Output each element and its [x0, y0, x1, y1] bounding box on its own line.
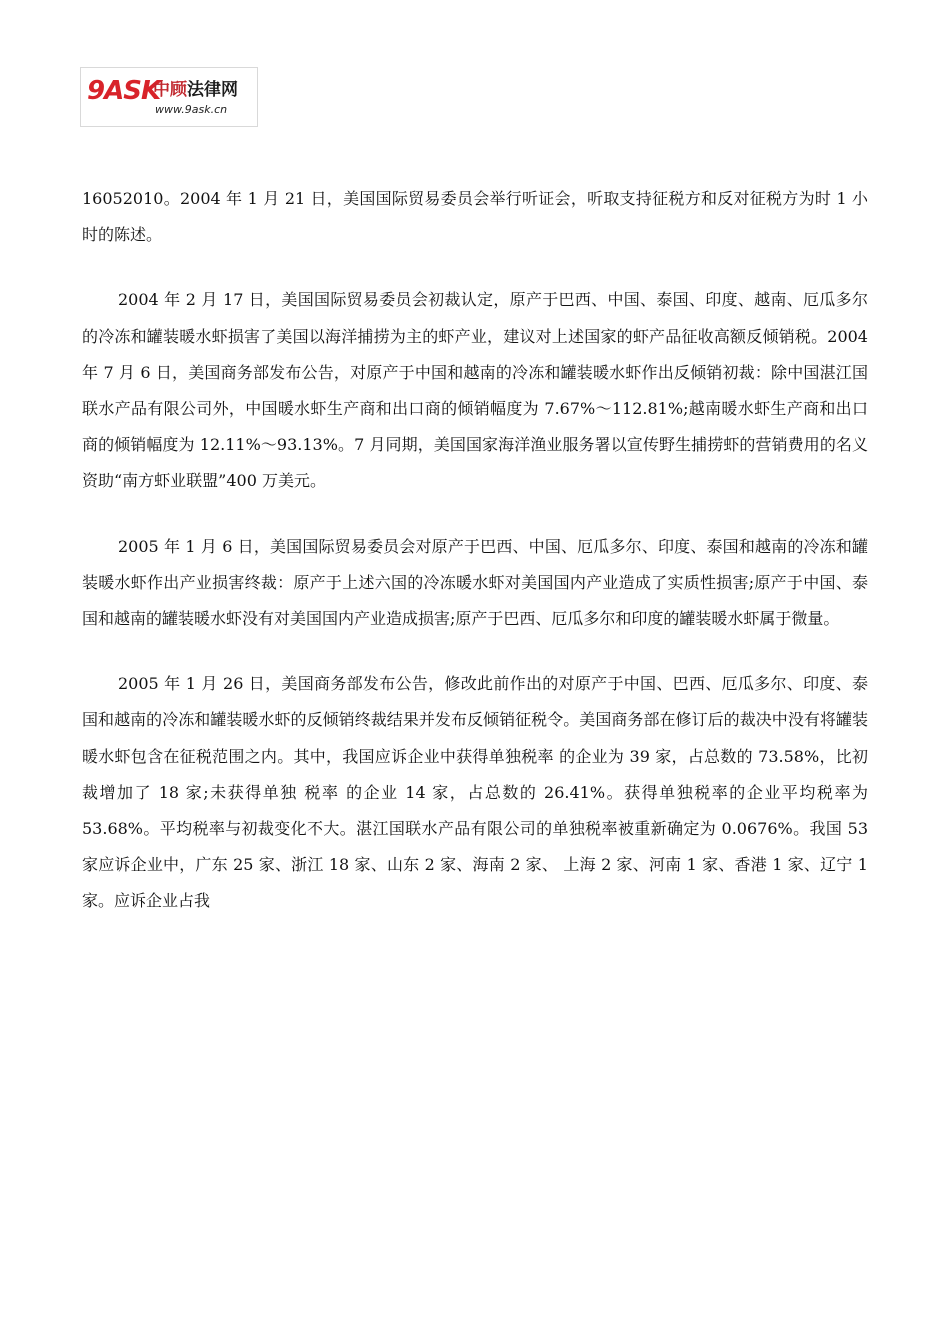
paragraph-1: 16052010。2004 年 1 月 21 日，美国国际贸易委员会举行听证会，听取支持征税方和反对征税方为时 1 小时的陈述。 [82, 189, 868, 245]
document-body [82, 181, 868, 949]
paragraph-4: 2005 年 1 月 26 日，美国商务部发布公告，修改此前作出的对原产于中国、巴西、厄瓜多尔、印度、泰国和越南的冷冻和罐装暖水虾的反倾销终裁结果并发布反倾销征税令。美国商务部在修订后的裁决中没有将罐装暖水虾包含在征税范围之内。其中，我国应诉企业中获得单独税率 的企业为 39 家，占总数的 73.58%，比初裁增加了 18 家;未获得单独 税率 的企业 14 家，占总数的 26.41%。获得单独税率的企业平均税率为 53.68%。平均税率与初裁变化不大。湛江国联水产品有限公司的单独税率被重新确定为 0.0676%。我国 53 家应诉企业中，广东 25 家、浙江 18 家、山东 2 家、海南 2 家、 上海 2 家、河南 1 家、香港 1 家、辽宁 1 家。应诉企业占我 [82, 674, 868, 911]
logo-brand [153, 80, 238, 100]
logo-brand-part2: 法律网 [187, 80, 238, 100]
logo-url: www.9ask.cn [155, 103, 228, 116]
logo-brand-part1: 中顾 [153, 80, 187, 100]
paragraph-2: 2004 年 2 月 17 日，美国国际贸易委员会初裁认定，原产于巴西、中国、泰国、印度、越南、厄瓜多尔的冷冻和罐装暖水虾损害了美国以海洋捕捞为主的虾产业，建议对上述国家的虾产品征收高额反倾销税。2004 年 7 月 6 日，美国商务部发布公告，对原产于中国和越南的冷冻和罐装暖水虾作出反倾销初裁：除中国湛江国联水产品有限公司外，中国暖水虾生产商和出口商的倾销幅度为 7.67%～112.81%;越南暖水虾生产商和出口商的倾销幅度为 12.11%～93.13%。7 月同期，美国国家海洋渔业服务署以宣传野生捕捞虾的营销费用的名义资助“南方虾业联盟”400 万美元。 [82, 290, 868, 491]
site-logo[interactable] [80, 67, 258, 127]
paragraph-3: 2005 年 1 月 6 日，美国国际贸易委员会对原产于巴西、中国、厄瓜多尔、印度、泰国和越南的冷冻和罐装暖水虾作出产业损害终裁：原产于上述六国的冷冻暖水虾对美国国内产业造成了实质性损害;原产于中国、泰国和越南的罐装暖水虾没有对美国国内产业造成损害;原产于巴西、厄瓜多尔和印度的罐装暖水虾属于微量。 [82, 536, 868, 629]
logo-mark: 9ASK [87, 76, 161, 106]
